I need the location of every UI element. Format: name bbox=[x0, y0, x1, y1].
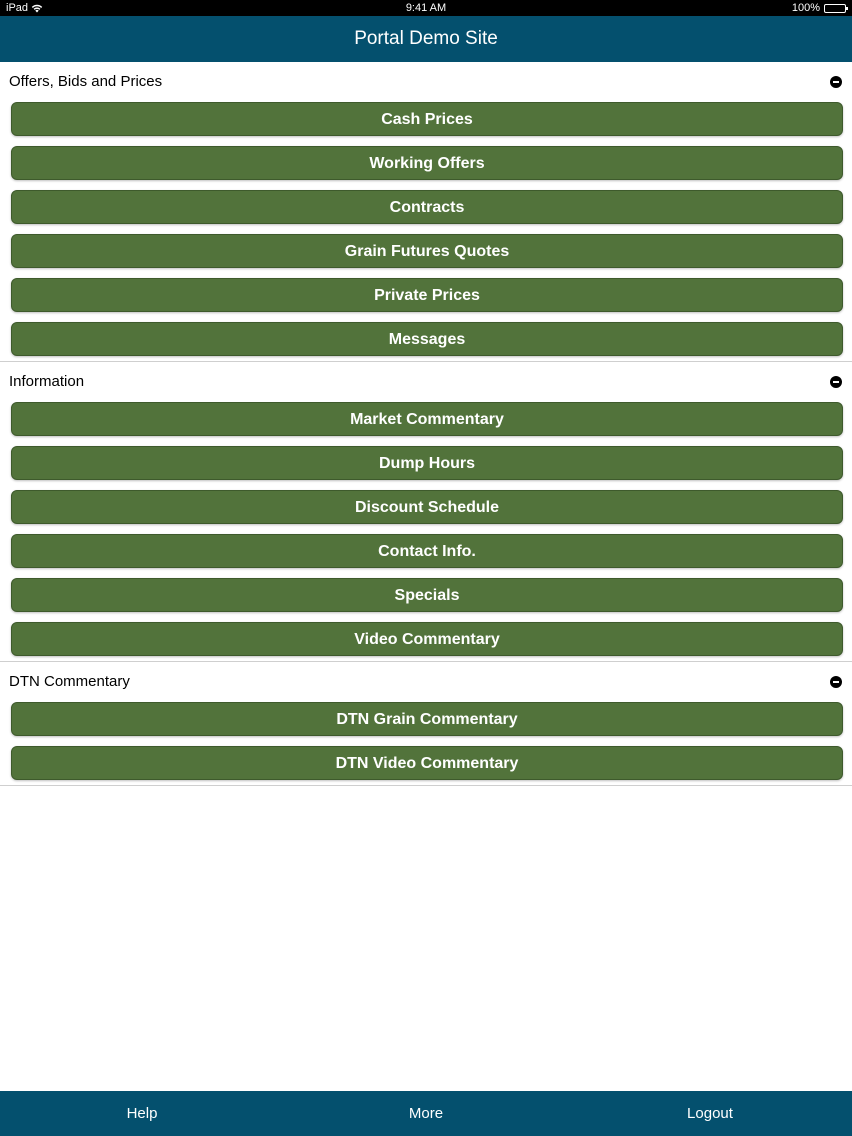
menu-content bbox=[0, 62, 852, 786]
discount-schedule-button[interactable]: Discount Schedule bbox=[11, 490, 843, 524]
status-bar bbox=[0, 0, 852, 16]
contracts-button[interactable]: Contracts bbox=[11, 190, 843, 224]
section-title: Information bbox=[9, 373, 85, 390]
dump-hours-button[interactable]: Dump Hours bbox=[11, 446, 843, 480]
working-offers-button[interactable]: Working Offers bbox=[11, 146, 843, 180]
section-offers-bids-prices bbox=[0, 62, 852, 362]
battery-icon bbox=[824, 4, 846, 13]
video-commentary-button[interactable]: Video Commentary bbox=[11, 622, 843, 656]
nav-bar bbox=[0, 16, 852, 62]
collapse-minus-icon[interactable] bbox=[830, 376, 842, 388]
collapse-minus-icon[interactable] bbox=[830, 76, 842, 88]
section-information bbox=[0, 362, 852, 662]
collapse-minus-icon[interactable] bbox=[830, 676, 842, 688]
section-title: DTN Commentary bbox=[9, 673, 130, 690]
section-header-information[interactable] bbox=[0, 362, 852, 402]
device-name: iPad bbox=[6, 2, 29, 14]
section-title: Offers, Bids and Prices bbox=[9, 73, 163, 90]
section-header-offers[interactable] bbox=[0, 62, 852, 102]
logout-tab[interactable]: Logout bbox=[687, 1105, 733, 1122]
bottom-tab-bar bbox=[0, 1091, 852, 1136]
status-time: 9:41 AM bbox=[405, 2, 447, 14]
dtn-video-commentary-button[interactable]: DTN Video Commentary bbox=[11, 746, 843, 780]
page-title: Portal Demo Site bbox=[354, 28, 498, 49]
help-tab[interactable]: Help bbox=[126, 1105, 158, 1122]
specials-button[interactable]: Specials bbox=[11, 578, 843, 612]
grain-futures-quotes-button[interactable]: Grain Futures Quotes bbox=[11, 234, 843, 268]
contact-info-button[interactable]: Contact Info. bbox=[11, 534, 843, 568]
dtn-grain-commentary-button[interactable]: DTN Grain Commentary bbox=[11, 702, 843, 736]
status-right bbox=[792, 0, 846, 16]
section-dtn-commentary bbox=[0, 662, 852, 786]
battery-percent: 100% bbox=[791, 2, 820, 14]
market-commentary-button[interactable]: Market Commentary bbox=[11, 402, 843, 436]
private-prices-button[interactable]: Private Prices bbox=[11, 278, 843, 312]
cash-prices-button[interactable]: Cash Prices bbox=[11, 102, 843, 136]
section-header-dtn[interactable] bbox=[0, 662, 852, 702]
more-tab[interactable]: More bbox=[408, 1105, 444, 1122]
messages-button[interactable]: Messages bbox=[11, 322, 843, 356]
